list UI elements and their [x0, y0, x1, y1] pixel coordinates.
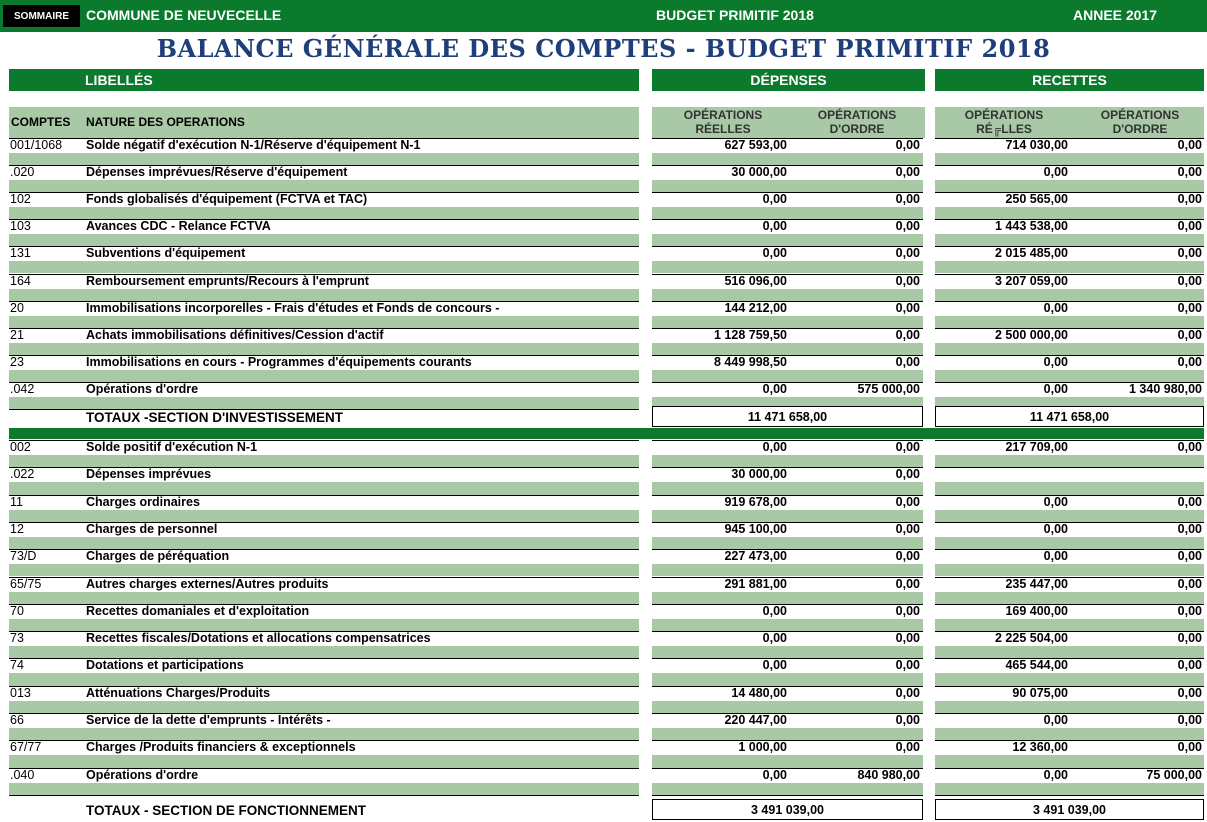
row-filler [935, 783, 1204, 795]
depenses-reelles-value: 144 212,00 [724, 300, 787, 315]
row-filler [652, 370, 923, 382]
commune-name: COMMUNE DE NEUVECELLE [86, 7, 282, 23]
depenses-ordre-value: 0,00 [895, 440, 920, 454]
row-filler [935, 207, 1204, 219]
row-filler [9, 537, 639, 549]
row-rule [935, 631, 1204, 632]
row-filler [935, 728, 1204, 740]
row-rule [652, 246, 923, 247]
recettes-reelles-value: 0,00 [1043, 354, 1068, 369]
libelles-band [9, 69, 639, 91]
row-rule [9, 795, 639, 796]
row-filler [9, 316, 639, 328]
rec-ordre-header [1085, 108, 1195, 136]
investissement-total-depenses: 11 471 658,00 [652, 406, 923, 427]
row-filler [935, 343, 1204, 355]
depenses-ordre-value: 0,00 [895, 603, 920, 618]
row-filler [935, 180, 1204, 192]
recettes-ordre-value: 0,00 [1177, 273, 1202, 288]
recettes-reelles-value: 0,00 [1043, 300, 1068, 315]
row-filler [9, 510, 639, 522]
depenses-label: DÉPENSES [750, 72, 827, 88]
row-rule [935, 686, 1204, 687]
recettes-reelles-value: 0,00 [1043, 165, 1068, 180]
row-filler [935, 234, 1204, 246]
recettes-reelles-value: 2 015 485,00 [995, 246, 1068, 261]
account-code: 001/1068 [10, 138, 63, 152]
operation-label: Opérations d'ordre [86, 381, 199, 396]
fonctionnement-total-depenses: 3 491 039,00 [652, 799, 923, 820]
depenses-ordre-value: 0,00 [895, 631, 920, 646]
recettes-reelles-value: 217 709,00 [1005, 440, 1068, 454]
row-filler [652, 153, 923, 165]
recettes-reelles-value: 235 447,00 [1005, 576, 1068, 591]
row-rule [652, 495, 923, 496]
row-filler [9, 592, 639, 604]
row-filler [9, 755, 639, 767]
dep-reelles-line1: OPÉRATIONS [683, 108, 763, 122]
dep-ordre-line2: D'ORDRE [829, 122, 885, 136]
operation-label: Autres charges externes/Autres produits [86, 576, 329, 591]
dep-reelles-line2: RÉELLES [695, 122, 751, 136]
operation-label: Dépenses imprévues [86, 467, 212, 482]
recettes-reelles-value: 3 207 059,00 [995, 273, 1068, 288]
depenses-ordre-value: 0,00 [895, 327, 920, 342]
account-code: 73 [10, 631, 24, 646]
account-code: 67/77 [10, 740, 42, 755]
depenses-reelles-value: 1 128 759,50 [714, 327, 787, 342]
recettes-ordre-value: 0,00 [1177, 219, 1202, 234]
recettes-ordre-value: 1 340 980,00 [1129, 381, 1202, 396]
operation-label: Charges ordinaires [86, 494, 200, 509]
depenses-reelles-value: 1 000,00 [738, 740, 787, 755]
account-code: .020 [10, 165, 35, 180]
row-rule [935, 604, 1204, 605]
account-code: 103 [10, 219, 31, 234]
row-rule [652, 549, 923, 550]
fonctionnement-total-label: TOTAUX - SECTION DE FONCTIONNEMENT [86, 803, 366, 818]
recettes-ordre-value: 0,00 [1177, 300, 1202, 315]
depenses-reelles-value: 0,00 [762, 603, 787, 618]
recettes-ordre-value: 0,00 [1177, 521, 1202, 536]
depenses-ordre-value: 0,00 [895, 138, 920, 152]
operation-label: Recettes fiscales/Dotations et allocations compensatrices [86, 631, 431, 646]
row-rule [935, 328, 1204, 329]
depenses-reelles-value: 0,00 [762, 440, 787, 454]
operation-label: Recettes domaniales et d'exploitation [86, 603, 310, 618]
recettes-reelles-value: 1 443 538,00 [995, 219, 1068, 234]
depenses-reelles-value: 0,00 [762, 381, 787, 396]
row-filler [9, 234, 639, 246]
row-rule [935, 192, 1204, 193]
fonctionnement-total-recettes: 3 491 039,00 [935, 799, 1204, 820]
depenses-band [652, 69, 925, 91]
operation-label: Solde positif d'exécution N-1 [86, 440, 258, 454]
depenses-reelles-value: 627 593,00 [724, 138, 787, 152]
row-filler [652, 783, 923, 795]
account-code: 73/D [10, 549, 37, 564]
recettes-ordre-value: 0,00 [1177, 631, 1202, 646]
row-filler [9, 673, 639, 685]
row-rule [652, 467, 923, 468]
row-filler [9, 783, 639, 795]
depenses-ordre-value: 0,00 [895, 713, 920, 727]
row-rule [652, 577, 923, 578]
row-rule [935, 274, 1204, 275]
operation-label: Solde négatif d'exécution N-1/Réserve d'équipement N-1 [86, 138, 421, 152]
depenses-reelles-value: 14 480,00 [731, 685, 787, 700]
row-rule [935, 138, 1204, 139]
row-filler [652, 701, 923, 713]
operation-label: Remboursement emprunts/Recours à l'emprunt [86, 273, 369, 288]
row-filler [9, 180, 639, 192]
page-title: BALANCE GÉNÉRALE DES COMPTES - BUDGET PRIMITIF 2018 [156, 34, 1051, 63]
dep-reelles-header [668, 108, 778, 136]
row-rule [935, 658, 1204, 659]
operation-label: Opérations d'ordre [86, 767, 199, 782]
row-filler [652, 455, 923, 467]
row-filler [935, 316, 1204, 328]
row-filler [652, 592, 923, 604]
row-rule [652, 274, 923, 275]
dep-ordre-header [802, 108, 912, 136]
depenses-reelles-value: 291 881,00 [724, 576, 787, 591]
row-rule [935, 219, 1204, 220]
row-filler [935, 646, 1204, 658]
rec-reelles-line1: OPÉRATIONS [964, 108, 1044, 122]
row-rule [935, 495, 1204, 496]
row-rule [935, 577, 1204, 578]
row-rule [652, 165, 923, 166]
row-filler [652, 619, 923, 631]
row-rule [652, 522, 923, 523]
row-filler [9, 289, 639, 301]
row-filler [935, 701, 1204, 713]
account-code: 21 [10, 327, 24, 342]
row-filler [935, 261, 1204, 273]
row-filler [652, 510, 923, 522]
recettes-label: RECETTES [1032, 72, 1107, 88]
row-rule [935, 165, 1204, 166]
depenses-reelles-value: 0,00 [762, 246, 787, 261]
row-rule [935, 522, 1204, 523]
recettes-reelles-value: 2 225 504,00 [995, 631, 1068, 646]
account-code: .022 [10, 467, 35, 482]
nature-header: NATURE DES OPERATIONS [86, 115, 245, 129]
recettes-ordre-value: 0,00 [1177, 685, 1202, 700]
operation-label: Charges /Produits financiers & exceptionnels [86, 740, 356, 755]
depenses-reelles-value: 0,00 [762, 658, 787, 673]
libelles-label: LIBELLÉS [85, 72, 153, 88]
row-filler [652, 234, 923, 246]
recettes-reelles-value: 0,00 [1043, 521, 1068, 536]
recettes-reelles-value: 0,00 [1043, 713, 1068, 727]
operation-label: Subventions d'équipement [86, 246, 246, 261]
row-filler [935, 153, 1204, 165]
column-header-recettes [935, 107, 1204, 138]
row-rule [935, 355, 1204, 356]
account-code: 12 [10, 521, 24, 536]
row-rule [652, 713, 923, 714]
operation-label: Charges de personnel [86, 521, 218, 536]
rec-ordre-line1: OPÉRATIONS [1100, 108, 1180, 122]
row-filler [9, 455, 639, 467]
depenses-ordre-value: 0,00 [895, 165, 920, 180]
operation-label: Service de la dette d'emprunts - Intérêts - [86, 713, 331, 727]
depenses-ordre-value: 0,00 [895, 740, 920, 755]
account-code: 002 [10, 440, 31, 454]
row-filler [652, 289, 923, 301]
depenses-ordre-value: 0,00 [895, 685, 920, 700]
row-filler [935, 289, 1204, 301]
row-filler [935, 619, 1204, 631]
row-rule [935, 301, 1204, 302]
depenses-ordre-value: 840 980,00 [857, 767, 920, 782]
depenses-reelles-value: 220 447,00 [724, 713, 787, 727]
depenses-reelles-value: 8 449 998,50 [714, 354, 787, 369]
account-code: 20 [10, 300, 24, 315]
column-header-depenses [652, 107, 925, 138]
row-rule [935, 467, 1204, 468]
depenses-ordre-value: 0,00 [895, 219, 920, 234]
row-filler [9, 261, 639, 273]
row-filler [9, 482, 639, 494]
row-filler [652, 180, 923, 192]
depenses-ordre-value: 0,00 [895, 273, 920, 288]
dep-ordre-line1: OPÉRATIONS [817, 108, 897, 122]
recettes-ordre-value: 0,00 [1177, 165, 1202, 180]
row-filler [652, 207, 923, 219]
row-filler [652, 343, 923, 355]
recettes-band [935, 69, 1204, 91]
recettes-reelles-value: 0,00 [1043, 381, 1068, 396]
rec-ordre-line2: D'ORDRE [1112, 122, 1168, 136]
depenses-reelles-value: 0,00 [762, 192, 787, 207]
depenses-reelles-value: 0,00 [762, 219, 787, 234]
account-code: 66 [10, 713, 24, 727]
recettes-ordre-value: 0,00 [1177, 192, 1202, 207]
recettes-ordre-value: 0,00 [1177, 576, 1202, 591]
investissement-total-label: TOTAUX -SECTION D'INVESTISSEMENT [86, 410, 343, 425]
row-filler [652, 755, 923, 767]
rec-reelles-line2: RÉ╔LLES [976, 122, 1032, 136]
row-rule [935, 549, 1204, 550]
account-code: 013 [10, 685, 31, 700]
row-filler [9, 397, 639, 409]
recettes-ordre-value: 0,00 [1177, 658, 1202, 673]
recettes-ordre-value: 0,00 [1177, 713, 1202, 727]
account-code: 11 [10, 494, 23, 509]
depenses-ordre-value: 0,00 [895, 246, 920, 261]
recettes-ordre-value: 0,00 [1177, 138, 1202, 152]
row-rule [935, 246, 1204, 247]
row-filler [652, 673, 923, 685]
depenses-ordre-value: 0,00 [895, 576, 920, 591]
row-rule [652, 795, 923, 796]
row-rule [935, 440, 1204, 441]
account-code: 23 [10, 354, 24, 369]
row-filler [9, 564, 639, 576]
recettes-reelles-value: 0,00 [1043, 767, 1068, 782]
recettes-ordre-value: 0,00 [1177, 440, 1202, 454]
operation-label: Dépenses imprévues/Réserve d'équipement [86, 165, 348, 180]
depenses-ordre-value: 0,00 [895, 521, 920, 536]
account-code: 102 [10, 192, 31, 207]
depenses-ordre-value: 0,00 [895, 494, 920, 509]
depenses-reelles-value: 0,00 [762, 767, 787, 782]
operation-label: Immobilisations incorporelles - Frais d'études et Fonds de concours - [86, 300, 500, 315]
account-code: .042 [10, 381, 35, 396]
row-rule [652, 658, 923, 659]
account-code: 65/75 [10, 576, 42, 591]
recettes-ordre-value: 0,00 [1177, 354, 1202, 369]
row-filler [652, 728, 923, 740]
operation-label: Dotations et participations [86, 658, 244, 673]
row-filler [9, 370, 639, 382]
recettes-reelles-value: 0,00 [1043, 549, 1068, 564]
operation-label: Avances CDC - Relance FCTVA [86, 219, 271, 234]
recettes-ordre-value: 0,00 [1177, 494, 1202, 509]
row-filler [9, 207, 639, 219]
row-rule [652, 192, 923, 193]
recettes-ordre-value: 0,00 [1177, 327, 1202, 342]
recettes-reelles-value: 465 544,00 [1005, 658, 1068, 673]
operation-label: Fonds globalisés d'équipement (FCTVA et TAC) [86, 192, 368, 207]
operation-label: Achats immobilisations définitives/Cession d'actif [86, 327, 384, 342]
row-filler [935, 537, 1204, 549]
row-filler [652, 261, 923, 273]
account-code: 131 [10, 246, 31, 261]
row-filler [9, 153, 639, 165]
account-code: 74 [10, 658, 24, 673]
depenses-reelles-value: 227 473,00 [724, 549, 787, 564]
depenses-ordre-value: 0,00 [895, 658, 920, 673]
row-rule [652, 686, 923, 687]
row-filler [652, 564, 923, 576]
account-code: 70 [10, 603, 24, 618]
recettes-ordre-value: 0,00 [1177, 603, 1202, 618]
recettes-ordre-value: 0,00 [1177, 740, 1202, 755]
row-rule [652, 219, 923, 220]
recettes-reelles-value: 12 360,00 [1012, 740, 1068, 755]
recettes-reelles-value: 90 075,00 [1012, 685, 1068, 700]
recettes-reelles-value: 2 500 000,00 [995, 327, 1068, 342]
row-filler [935, 755, 1204, 767]
row-rule [935, 795, 1204, 796]
depenses-reelles-value: 919 678,00 [724, 494, 787, 509]
row-rule [652, 440, 923, 441]
row-filler [652, 537, 923, 549]
row-filler [9, 619, 639, 631]
row-rule [652, 301, 923, 302]
depenses-reelles-value: 0,00 [762, 631, 787, 646]
recettes-reelles-value: 169 400,00 [1005, 603, 1068, 618]
depenses-reelles-value: 516 096,00 [724, 273, 787, 288]
row-filler [652, 482, 923, 494]
row-rule [935, 740, 1204, 741]
row-filler [9, 343, 639, 355]
depenses-ordre-value: 0,00 [895, 354, 920, 369]
row-filler [652, 316, 923, 328]
recettes-reelles-value: 0,00 [1043, 494, 1068, 509]
row-filler [9, 646, 639, 658]
recettes-reelles-value: 250 565,00 [1005, 192, 1068, 207]
row-rule [652, 328, 923, 329]
row-rule [652, 355, 923, 356]
recettes-ordre-value: 0,00 [1177, 246, 1202, 261]
year-label: ANNEE 2017 [1073, 7, 1158, 23]
row-rule [935, 713, 1204, 714]
operation-label: Immobilisations en cours - Programmes d'équipements courants [86, 354, 472, 369]
row-filler [935, 482, 1204, 494]
depenses-reelles-value: 945 100,00 [724, 521, 787, 536]
row-rule [652, 138, 923, 139]
depenses-reelles-value: 30 000,00 [731, 165, 787, 180]
column-header-left [9, 107, 639, 138]
row-rule [652, 631, 923, 632]
sommaire-button[interactable]: SOMMAIRE [3, 5, 80, 27]
recettes-ordre-value: 0,00 [1177, 549, 1202, 564]
operation-label: Atténuations Charges/Produits [86, 685, 271, 700]
row-filler [9, 728, 639, 740]
account-code: 164 [10, 273, 31, 288]
row-rule [652, 604, 923, 605]
budget-label: BUDGET PRIMITIF 2018 [656, 7, 814, 23]
recettes-reelles-value: 714 030,00 [1005, 138, 1068, 152]
row-filler [935, 564, 1204, 576]
row-filler [935, 592, 1204, 604]
rec-reelles-header [949, 108, 1059, 136]
comptes-header: COMPTES [11, 115, 71, 129]
section-separator [9, 428, 1204, 439]
recettes-ordre-value: 75 000,00 [1146, 767, 1202, 782]
row-filler [935, 673, 1204, 685]
depenses-ordre-value: 0,00 [895, 549, 920, 564]
investissement-total-recettes: 11 471 658,00 [935, 406, 1204, 427]
row-filler [935, 455, 1204, 467]
depenses-ordre-value: 575 000,00 [857, 381, 920, 396]
row-filler [652, 646, 923, 658]
row-filler [935, 510, 1204, 522]
depenses-reelles-value: 30 000,00 [731, 467, 787, 482]
account-code: .040 [10, 767, 35, 782]
row-filler [935, 370, 1204, 382]
operation-label: Charges de péréquation [86, 549, 230, 564]
depenses-ordre-value: 0,00 [895, 467, 920, 482]
depenses-ordre-value: 0,00 [895, 300, 920, 315]
row-rule [652, 740, 923, 741]
depenses-ordre-value: 0,00 [895, 192, 920, 207]
row-filler [9, 701, 639, 713]
